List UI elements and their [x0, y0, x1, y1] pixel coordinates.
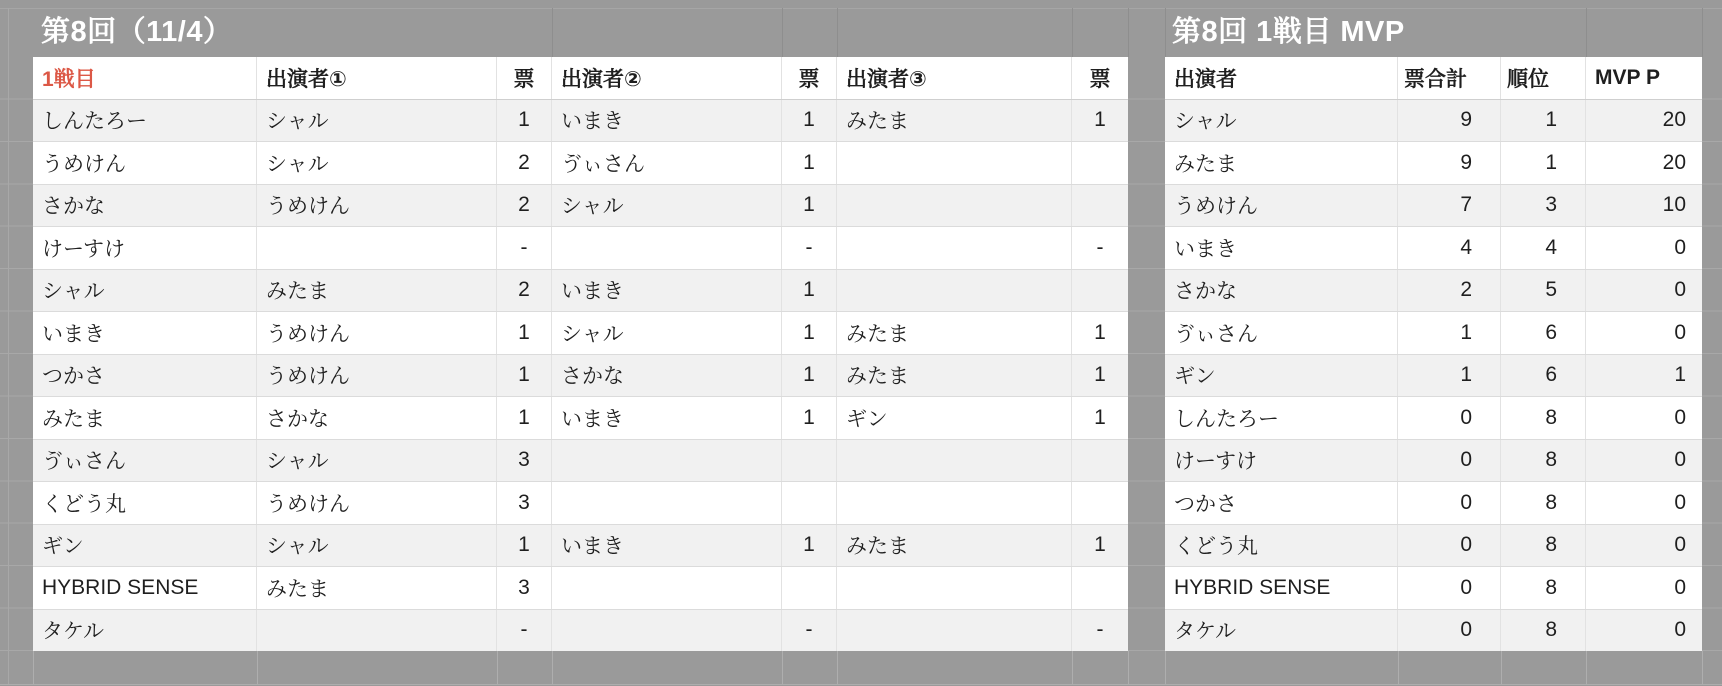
data-cell[interactable]: 1 — [1094, 320, 1106, 344]
data-cell[interactable]: 6 — [1501, 312, 1586, 354]
data-cell[interactable]: さかな — [257, 397, 497, 439]
data-cell[interactable]: 0 — [1398, 482, 1501, 524]
data-cell[interactable]: 3 — [497, 440, 552, 482]
data-cell[interactable]: 1 — [782, 525, 837, 567]
data-cell[interactable]: つかさ — [1165, 482, 1398, 524]
data-cell[interactable]: 1 — [497, 355, 552, 397]
header-cell[interactable]: MVP P — [1595, 65, 1660, 89]
data-cell[interactable]: 8 — [1501, 610, 1586, 652]
mvp-row — [1165, 312, 1702, 355]
data-cell[interactable]: みたま — [837, 312, 1072, 354]
votes-table — [33, 57, 1128, 651]
data-cell[interactable]: いまき — [552, 525, 782, 567]
header-cell[interactable]: 出演者 — [1165, 57, 1398, 99]
data-cell[interactable]: みたま — [1165, 142, 1398, 184]
grid-line — [497, 651, 498, 684]
data-cell[interactable]: けーすけ — [33, 227, 257, 269]
data-cell[interactable]: HYBRID SENSE — [1165, 567, 1398, 609]
data-cell[interactable]: つかさ — [33, 355, 257, 397]
data-cell[interactable]: シャル — [257, 525, 497, 567]
margin-grid-left — [0, 57, 33, 651]
mvp-row — [1165, 227, 1702, 270]
data-cell[interactable]: ゔぃさん — [33, 440, 257, 482]
grid-line — [257, 651, 258, 684]
data-cell[interactable]: うめけん — [257, 355, 497, 397]
data-cell[interactable] — [837, 185, 1072, 227]
mvp-row — [1165, 525, 1702, 568]
data-cell[interactable] — [257, 227, 497, 269]
header-cell[interactable]: 1戦目 — [33, 57, 257, 99]
grid-line — [1586, 8, 1587, 57]
grid-line — [782, 8, 783, 57]
data-cell[interactable]: みたま — [837, 100, 1072, 142]
data-cell[interactable]: 0 — [1674, 490, 1686, 514]
data-cell[interactable]: 1 — [1094, 363, 1106, 387]
vote-row — [33, 567, 1128, 610]
vote-row — [33, 185, 1128, 228]
data-cell[interactable] — [552, 482, 782, 524]
data-cell[interactable]: タケル — [1165, 610, 1398, 652]
data-cell[interactable]: 8 — [1501, 482, 1586, 524]
grid-line — [1586, 651, 1587, 684]
data-cell[interactable]: 1 — [1501, 142, 1586, 184]
data-cell[interactable]: 4 — [1501, 227, 1586, 269]
data-cell[interactable] — [1072, 567, 1128, 609]
vote-row — [33, 610, 1128, 652]
data-cell[interactable]: いまき — [552, 270, 782, 312]
vote-row — [33, 100, 1128, 143]
data-cell[interactable]: 3 — [1501, 185, 1586, 227]
data-cell[interactable]: 0 — [1674, 405, 1686, 429]
vote-row — [33, 227, 1128, 270]
data-cell[interactable]: 0 — [1674, 618, 1686, 642]
data-cell[interactable]: みたま — [33, 397, 257, 439]
data-cell[interactable]: 0 — [1398, 397, 1501, 439]
grid-line — [1702, 8, 1703, 57]
grid-line — [552, 651, 553, 684]
data-cell[interactable]: 1 — [782, 270, 837, 312]
data-cell[interactable]: ギン — [1165, 355, 1398, 397]
mvp-row — [1165, 355, 1702, 398]
data-cell[interactable] — [552, 610, 782, 652]
vote-row — [33, 482, 1128, 525]
data-cell[interactable] — [1072, 440, 1128, 482]
data-cell[interactable]: さかな — [33, 185, 257, 227]
mvp-row — [1165, 142, 1702, 185]
grid-line — [1702, 651, 1703, 684]
data-cell[interactable]: 1 — [1094, 533, 1106, 557]
data-cell[interactable]: 1 — [782, 100, 837, 142]
data-cell[interactable]: 0 — [1674, 533, 1686, 557]
mvp-row — [1165, 567, 1702, 610]
vote-row — [33, 440, 1128, 483]
header-cell[interactable]: 出演者② — [552, 57, 782, 99]
data-cell[interactable]: 0 — [1398, 567, 1501, 609]
data-cell[interactable]: 2 — [497, 142, 552, 184]
vote-row — [33, 397, 1128, 440]
data-cell[interactable]: - — [1096, 235, 1104, 259]
header-cell[interactable]: 票 — [497, 57, 552, 99]
grid-line — [1072, 651, 1073, 684]
data-cell[interactable] — [837, 142, 1072, 184]
data-cell[interactable] — [837, 567, 1072, 609]
grid-line — [0, 684, 1722, 685]
data-cell[interactable]: うめけん — [33, 142, 257, 184]
data-cell[interactable]: 20 — [1662, 150, 1686, 174]
grid-line — [33, 651, 34, 684]
data-cell[interactable]: さかな — [552, 355, 782, 397]
grid-line — [837, 651, 838, 684]
data-cell[interactable]: 8 — [1501, 567, 1586, 609]
data-cell[interactable]: うめけん — [257, 312, 497, 354]
data-cell[interactable]: シャル — [257, 440, 497, 482]
data-cell[interactable]: 9 — [1398, 142, 1501, 184]
data-cell[interactable]: いまき — [1165, 227, 1398, 269]
data-cell[interactable]: みたま — [257, 567, 497, 609]
left-table-title[interactable]: 第8回（11/4） — [41, 16, 233, 48]
data-cell[interactable]: 1 — [782, 142, 837, 184]
grid-line — [1165, 651, 1166, 684]
header-row — [33, 57, 1128, 100]
mvp-row — [1165, 440, 1702, 483]
data-cell[interactable]: 3 — [497, 482, 552, 524]
data-cell[interactable]: くどう丸 — [1165, 525, 1398, 567]
mvp-row — [1165, 482, 1702, 525]
data-cell[interactable]: しんたろー — [1165, 397, 1398, 439]
data-cell[interactable] — [1072, 142, 1128, 184]
mvp-row — [1165, 185, 1702, 228]
data-cell[interactable]: - — [497, 227, 552, 269]
data-cell[interactable]: - — [1096, 618, 1104, 642]
data-cell[interactable]: 0 — [1398, 525, 1501, 567]
vote-row — [33, 525, 1128, 568]
data-cell[interactable]: 2 — [497, 185, 552, 227]
grid-line — [837, 8, 838, 57]
grid-line — [1072, 8, 1073, 57]
data-cell[interactable] — [552, 227, 782, 269]
data-cell[interactable]: 3 — [497, 567, 552, 609]
data-cell[interactable]: 0 — [1674, 575, 1686, 599]
data-cell[interactable]: 1 — [782, 397, 837, 439]
grid-line — [0, 8, 1722, 9]
data-cell[interactable]: 7 — [1398, 185, 1501, 227]
header-cell[interactable]: 票 — [1089, 67, 1111, 91]
header-row — [1165, 57, 1702, 100]
data-cell[interactable]: 4 — [1398, 227, 1501, 269]
vote-row — [33, 270, 1128, 313]
data-cell[interactable]: 20 — [1662, 108, 1686, 132]
data-cell[interactable]: 1 — [1501, 100, 1586, 142]
header-cell[interactable]: 出演者① — [257, 57, 497, 99]
data-cell[interactable]: 8 — [1501, 397, 1586, 439]
data-cell[interactable] — [1072, 482, 1128, 524]
data-cell[interactable] — [837, 440, 1072, 482]
margin-grid-gap — [1128, 57, 1165, 651]
data-cell[interactable]: みたま — [837, 355, 1072, 397]
data-cell[interactable]: うめけん — [257, 185, 497, 227]
data-cell[interactable]: 0 — [1398, 610, 1501, 652]
data-cell[interactable]: HYBRID SENSE — [33, 567, 257, 609]
mvp-row — [1165, 100, 1702, 143]
grid-line — [782, 651, 783, 684]
data-cell[interactable]: さかな — [1165, 270, 1398, 312]
data-cell[interactable]: シャル — [1165, 100, 1398, 142]
data-cell[interactable]: 1 — [1674, 363, 1686, 387]
data-cell[interactable]: 8 — [1501, 525, 1586, 567]
vote-row — [33, 312, 1128, 355]
mvp-row — [1165, 397, 1702, 440]
data-cell[interactable]: 9 — [1398, 100, 1501, 142]
vote-row — [33, 355, 1128, 398]
data-cell[interactable]: いまき — [552, 100, 782, 142]
data-cell[interactable]: タケル — [33, 610, 257, 652]
data-cell[interactable]: 8 — [1501, 440, 1586, 482]
data-cell[interactable] — [552, 567, 782, 609]
data-cell[interactable]: 0 — [1674, 278, 1686, 302]
data-cell[interactable]: 1 — [1094, 108, 1106, 132]
grid-line — [1128, 8, 1129, 57]
data-cell[interactable] — [1072, 270, 1128, 312]
header-cell[interactable]: 出演者③ — [837, 57, 1072, 99]
data-cell[interactable]: 1 — [1398, 312, 1501, 354]
data-cell[interactable]: 5 — [1501, 270, 1586, 312]
data-cell[interactable]: けーすけ — [1165, 440, 1398, 482]
data-cell[interactable] — [782, 482, 837, 524]
margin-grid-right — [1702, 57, 1722, 651]
data-cell[interactable]: いまき — [33, 312, 257, 354]
data-cell[interactable]: ギン — [837, 397, 1072, 439]
grid-line — [552, 8, 553, 57]
data-cell[interactable]: ゔぃさん — [552, 142, 782, 184]
data-cell[interactable]: うめけん — [1165, 185, 1398, 227]
data-cell[interactable] — [837, 482, 1072, 524]
data-cell[interactable]: シャル — [552, 185, 782, 227]
data-cell[interactable] — [257, 610, 497, 652]
header-cell[interactable]: 票 — [782, 57, 837, 99]
data-cell[interactable]: 0 — [1674, 320, 1686, 344]
data-cell[interactable] — [1072, 185, 1128, 227]
grid-line — [1165, 8, 1166, 57]
data-cell[interactable]: ギン — [33, 525, 257, 567]
data-cell[interactable]: シャル — [257, 142, 497, 184]
data-cell[interactable]: 10 — [1662, 193, 1686, 217]
data-cell[interactable] — [837, 270, 1072, 312]
data-cell[interactable]: 0 — [1674, 448, 1686, 472]
data-cell[interactable]: くどう丸 — [33, 482, 257, 524]
data-cell[interactable]: みたま — [837, 525, 1072, 567]
data-cell[interactable]: いまき — [552, 397, 782, 439]
mvp-row — [1165, 270, 1702, 313]
grid-line — [1501, 651, 1502, 684]
data-cell[interactable]: シャル — [257, 100, 497, 142]
header-cell[interactable]: 票合計 — [1398, 57, 1501, 99]
mvp-row — [1165, 610, 1702, 652]
data-cell[interactable]: - — [782, 227, 837, 269]
vote-row — [33, 142, 1128, 185]
data-cell[interactable] — [837, 610, 1072, 652]
data-cell[interactable]: 1 — [497, 100, 552, 142]
data-cell[interactable]: 1 — [782, 355, 837, 397]
data-cell[interactable] — [552, 440, 782, 482]
data-cell[interactable] — [782, 567, 837, 609]
data-cell[interactable] — [837, 227, 1072, 269]
right-table-title[interactable]: 第8回 1戦目 MVP — [1172, 16, 1405, 48]
grid-line — [1398, 651, 1399, 684]
header-cell[interactable]: 順位 — [1501, 57, 1586, 99]
data-cell[interactable]: シャル — [552, 312, 782, 354]
data-cell[interactable]: 2 — [1398, 270, 1501, 312]
data-cell[interactable] — [782, 440, 837, 482]
data-cell[interactable]: 1 — [1398, 355, 1501, 397]
data-cell[interactable]: 2 — [497, 270, 552, 312]
mvp-table — [1165, 57, 1702, 651]
data-cell[interactable]: 1 — [782, 185, 837, 227]
data-cell[interactable]: - — [782, 610, 837, 652]
data-cell[interactable]: しんたろー — [33, 100, 257, 142]
grid-line — [1128, 651, 1129, 684]
data-cell[interactable]: うめけん — [257, 482, 497, 524]
data-cell[interactable]: ゔぃさん — [1165, 312, 1398, 354]
data-cell[interactable]: - — [497, 610, 552, 652]
data-cell[interactable]: 1 — [782, 312, 837, 354]
data-cell[interactable]: 1 — [1094, 405, 1106, 429]
data-cell[interactable]: みたま — [257, 270, 497, 312]
data-cell[interactable]: 1 — [497, 525, 552, 567]
data-cell[interactable]: 1 — [497, 312, 552, 354]
data-cell[interactable]: 0 — [1398, 440, 1501, 482]
data-cell[interactable]: シャル — [33, 270, 257, 312]
data-cell[interactable]: 0 — [1674, 235, 1686, 259]
data-cell[interactable]: 1 — [497, 397, 552, 439]
data-cell[interactable]: 6 — [1501, 355, 1586, 397]
